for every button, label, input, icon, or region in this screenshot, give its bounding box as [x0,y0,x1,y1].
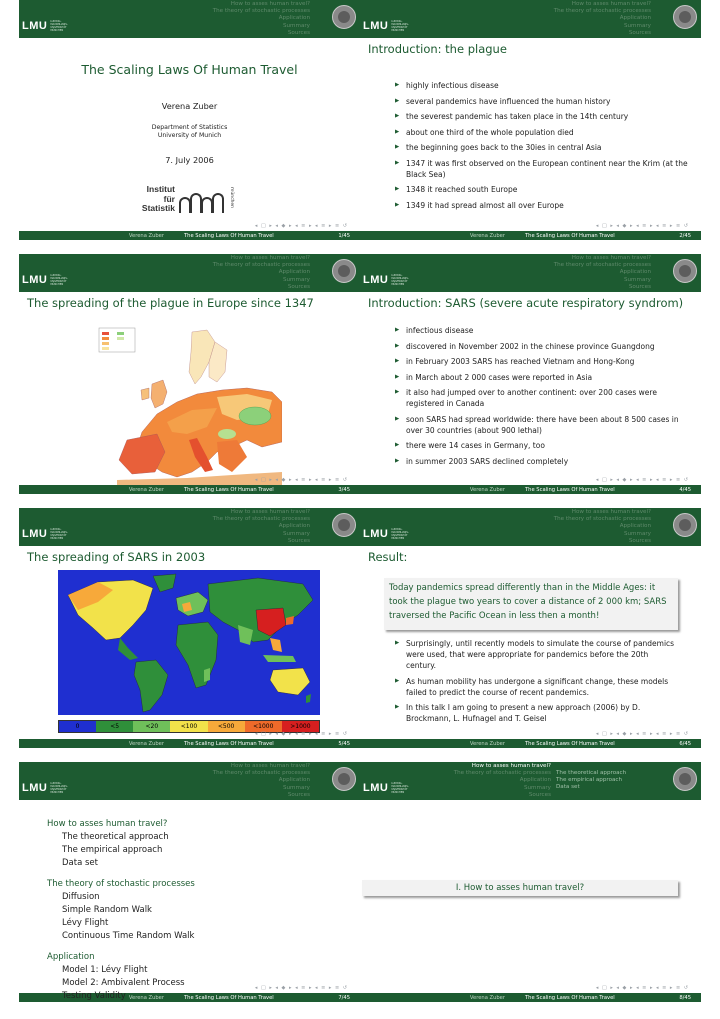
lmu-logo: LMU LUDWIG-MAXIMILIANS-UNIVERSITÄT MÜNCHEN [22,19,68,32]
university-seal-icon [673,767,697,791]
sars-map-image [58,570,320,735]
table-of-contents [47,818,195,1003]
list-item: ▶ Surprisingly, until recently models to simulate the course of pandemics were used, that were appropriate for pandemics before the 20th century. [395,638,680,671]
list-item: ▶ 1349 it had spread almost all over Europe [395,200,690,211]
nav-section[interactable]: The theory of stochastic processes [553,516,651,523]
nav-section[interactable]: The theory of stochastic processes [212,8,310,15]
slide-header [19,508,360,546]
author-name: Verena Zuber [161,101,218,111]
nav-section[interactable]: Sources [628,283,651,290]
nav-section[interactable]: Summary [523,784,551,791]
nav-section[interactable]: The theory of stochastic processes [212,262,310,269]
slide-footer: Verena Zuber The Scaling Laws Of Human Travel 2/45 [360,231,701,240]
slide-4 [360,254,701,494]
presentation-date: 7. July 2006 [165,155,214,165]
list-item: ▶ in March about 2 000 cases were reported in Asia [395,372,690,383]
slide-footer: Verena Zuber The Scaling Laws Of Human Travel 1/45 [19,231,360,240]
header-section-nav [89,509,310,545]
list-item: ▶ In this talk I am going to present a new approach (2006) by D. Brockmann, L. Hufnagel and T. Geisel [395,702,680,724]
toc-subsection[interactable]: Model 2: Ambivalent Process [62,978,185,988]
university-seal-icon [673,513,697,537]
frame-title: The spreading of the plague in Europe since 1347 [27,296,314,310]
header-section-nav [89,763,310,799]
toc-subsection[interactable]: Diffusion [62,892,100,902]
nav-section[interactable]: The theory of stochastic processes [553,262,651,269]
institut-logo: Institut für Statistik münchen [141,184,234,213]
part-title-box: I. How to asses human travel? [362,880,678,896]
list-item: ▶ it also had jumped over to another continent: over 200 cases were registered in Canada [395,387,690,409]
nav-section[interactable]: Application [519,777,551,784]
beamer-nav-symbols[interactable]: ◂ □ ▸ ◂ ◆ ▸ ◂ ≡ ▸ ◂ ≡ ▸ ≡ ↺ [595,731,689,737]
slide-header [360,508,701,546]
toc-subsection[interactable]: Simple Random Walk [62,905,152,915]
plague-map-image [97,322,282,485]
toc-subsection[interactable]: Lévy Flight [62,918,109,928]
legend-cell: >1000 [282,721,319,732]
university-seal-icon [332,767,356,791]
list-item: ▶ As human mobility has undergone a significant change, these models failed to predict the course of recent pandemics. [395,676,680,698]
legend-cell: 0 [59,721,96,732]
slide-header [19,254,360,292]
nav-section[interactable]: The theory of stochastic processes [453,770,551,777]
nav-section[interactable]: How to asses human travel? [230,509,310,515]
nav-section[interactable]: Sources [287,791,310,798]
beamer-nav-symbols[interactable]: ◂ □ ▸ ◂ ◆ ▸ ◂ ≡ ▸ ◂ ≡ ▸ ≡ ↺ [595,223,689,229]
list-item: ▶ in summer 2003 SARS declined completely [395,456,690,467]
nav-section[interactable]: Application [619,269,651,276]
nav-section[interactable]: The theory of stochastic processes [212,516,310,523]
institut-arcs-icon [179,191,224,213]
toc-section[interactable]: The theory of stochastic processes [47,879,195,889]
list-item: ▶ there were 14 cases in Germany, too [395,440,690,451]
legend-cell: <1000 [245,721,282,732]
header-section-nav [89,255,310,291]
nav-section[interactable]: Application [619,523,651,530]
beamer-nav-symbols[interactable]: ◂ □ ▸ ◂ ◆ ▸ ◂ ≡ ▸ ◂ ≡ ▸ ≡ ↺ [595,477,689,483]
list-item: ▶ the beginning goes back to the 30ies in central Asia [395,142,690,153]
university-seal-icon [332,5,356,29]
header-section-nav [89,1,310,37]
header-section-nav [430,255,651,291]
nav-section[interactable]: Summary [623,530,651,537]
beamer-nav-symbols[interactable]: ◂ □ ▸ ◂ ◆ ▸ ◂ ≡ ▸ ◂ ≡ ▸ ≡ ↺ [254,477,348,483]
nav-section[interactable]: Sources [287,537,310,544]
page-number: 6/45 [679,740,691,747]
nav-section[interactable]: Application [619,15,651,22]
bullet-list [395,325,690,471]
list-item: ▶ about one third of the whole population died [395,127,690,138]
header-section-nav [430,509,651,545]
nav-subsection[interactable]: Data set [556,784,580,791]
frame-title: Result: [368,550,408,564]
nav-section[interactable]: Summary [282,784,310,791]
university-seal-icon [332,259,356,283]
lmu-logo: LMU LUDWIG-MAXIMILIANS-UNIVERSITÄT MÜNCHEN [363,781,409,794]
nav-subsection[interactable]: The empirical approach [556,777,623,784]
page-number: 7/45 [338,994,350,1001]
nav-section[interactable]: How to asses human travel? [230,763,310,769]
slide-footer: Verena Zuber The Scaling Laws Of Human Travel 3/45 [19,485,360,494]
nav-section[interactable]: The theory of stochastic processes [212,770,310,777]
toc-subsection[interactable]: Continuous Time Random Walk [62,931,195,941]
nav-section[interactable]: Summary [282,276,310,283]
slide-1 [19,0,360,240]
list-item: ▶ highly infectious disease [395,80,690,91]
nav-section[interactable]: The theory of stochastic processes [553,8,651,15]
slide-header [19,762,360,800]
frame-title: Introduction: SARS (severe acute respiratory syndrom) [368,296,684,310]
slide-footer: Verena Zuber The Scaling Laws Of Human Travel 8/45 [360,993,701,1002]
frame-title: Introduction: the plague [368,42,507,56]
toc-subsection[interactable]: The theoretical approach [62,832,169,842]
nav-section[interactable]: Summary [282,22,310,29]
header-section-nav [430,763,551,799]
university-seal-icon [673,259,697,283]
toc-subsection[interactable]: The empirical approach [62,845,163,855]
toc-subsection[interactable]: Data set [62,858,98,868]
list-item: ▶ 1347 it was first observed on the European continent near the Krim (at the Black Sea) [395,158,690,180]
list-item: ▶ in February 2003 SARS has reached Vietnam and Hong-Kong [395,356,690,367]
lmu-logo: LMU LUDWIG-MAXIMILIANS-UNIVERSITÄT MÜNCHEN [363,527,409,540]
header-subsection-nav [556,770,626,792]
bullet-list [395,638,680,729]
list-item: ▶ 1348 it reached south Europe [395,184,690,195]
beamer-nav-symbols[interactable]: ◂ □ ▸ ◂ ◆ ▸ ◂ ≡ ▸ ◂ ≡ ▸ ≡ ↺ [254,731,348,737]
list-item: ▶ the severest pandemic has taken place in the 14th century [395,111,690,122]
legend-cell: <20 [133,721,170,732]
page-number: 8/45 [679,994,691,1001]
slide-header [360,762,701,800]
slide-header [360,254,701,292]
frame-title: The spreading of SARS in 2003 [27,550,206,564]
beamer-nav-symbols[interactable]: ◂ □ ▸ ◂ ◆ ▸ ◂ ≡ ▸ ◂ ≡ ▸ ≡ ↺ [254,985,348,991]
nav-section[interactable]: How to asses human travel? [571,509,651,515]
page-number: 5/45 [338,740,350,747]
nav-section[interactable]: Summary [623,22,651,29]
slide-3 [19,254,360,494]
nav-section[interactable]: How to asses human travel? [571,255,651,261]
nav-section[interactable]: How to asses human travel? [230,1,310,7]
beamer-nav-symbols[interactable]: ◂ □ ▸ ◂ ◆ ▸ ◂ ≡ ▸ ◂ ≡ ▸ ≡ ↺ [254,223,348,229]
nav-section[interactable]: Application [278,15,310,22]
department: Department of Statistics University of Munich [151,124,228,139]
header-section-nav [430,1,651,37]
toc-section[interactable]: How to asses human travel? [47,819,168,829]
lmu-logo: LMU LUDWIG-MAXIMILIANS-UNIVERSITÄT MÜNCHEN [363,19,409,32]
nav-section[interactable]: Application [278,777,310,784]
page-number: 1/45 [338,232,350,239]
nav-section[interactable]: How to asses human travel? [571,1,651,7]
page-number: 3/45 [338,486,350,493]
list-item: ▶ soon SARS had spread worldwide: there have been about 8 500 cases in over 30 countries (about 900 lethal) [395,414,690,436]
toc-subsection[interactable]: Testing Validity [62,991,126,1001]
list-item: ▶ several pandemics have influenced the human history [395,96,690,107]
nav-section[interactable]: Sources [628,29,651,36]
legend-cell: <100 [170,721,207,732]
nav-section[interactable]: Summary [282,530,310,537]
nav-section[interactable]: Application [278,523,310,530]
lmu-logo: LMU LUDWIG-MAXIMILIANS-UNIVERSITÄT MÜNCHEN [22,781,68,794]
nav-section[interactable]: Sources [628,537,651,544]
nav-section[interactable]: How to asses human travel? [230,255,310,261]
beamer-nav-symbols[interactable]: ◂ □ ▸ ◂ ◆ ▸ ◂ ≡ ▸ ◂ ≡ ▸ ≡ ↺ [595,985,689,991]
slide-6 [360,508,701,748]
lmu-logo: LMU LUDWIG-MAXIMILIANS-UNIVERSITÄT MÜNCHEN [22,273,68,286]
slide-footer: Verena Zuber The Scaling Laws Of Human Travel 5/45 [19,739,360,748]
nav-section[interactable]: Sources [287,29,310,36]
nav-section[interactable]: Sources [287,283,310,290]
page-number: 2/45 [679,232,691,239]
slide-header [360,0,701,38]
nav-subsection[interactable]: The theoretical approach [556,770,627,776]
page-number: 4/45 [679,486,691,493]
lmu-logo: LMU LUDWIG-MAXIMILIANS-UNIVERSITÄT MÜNCHEN [22,527,68,540]
presentation-title: The Scaling Laws Of Human Travel [81,62,298,77]
toc-section[interactable]: Application [47,952,95,962]
slide-footer: Verena Zuber The Scaling Laws Of Human Travel 6/45 [360,739,701,748]
legend-cell: <500 [208,721,245,732]
nav-section[interactable]: Summary [623,276,651,283]
slide-2 [360,0,701,240]
sars-world-map [58,570,320,735]
slide-footer: Verena Zuber The Scaling Laws Of Human Travel 7/45 [19,993,360,1002]
nav-section[interactable]: Application [278,269,310,276]
list-item: ▶ infectious disease [395,325,690,336]
result-highlight-box: Today pandemics spread differently than in the Middle Ages: it took the plague two years to cover a distance of 2 000 km; SARS traversed the Pacific Ocean in less then a month! [384,578,678,630]
nav-section[interactable]: Sources [528,791,551,798]
university-seal-icon [332,513,356,537]
list-item: ▶ discovered in November 2002 in the chinese province Guangdong [395,341,690,352]
university-seal-icon [673,5,697,29]
bullet-list [395,80,690,215]
slide-footer: Verena Zuber The Scaling Laws Of Human Travel 4/45 [360,485,701,494]
lmu-logo: LMU LUDWIG-MAXIMILIANS-UNIVERSITÄT MÜNCHEN [363,273,409,286]
toc-subsection[interactable]: Model 1: Lévy Flight [62,965,148,975]
legend-cell: <5 [96,721,133,732]
nav-section-active[interactable]: How to asses human travel? [471,763,551,769]
slide-5 [19,508,360,748]
plague-europe-map [97,322,282,485]
slide-header [19,0,360,38]
